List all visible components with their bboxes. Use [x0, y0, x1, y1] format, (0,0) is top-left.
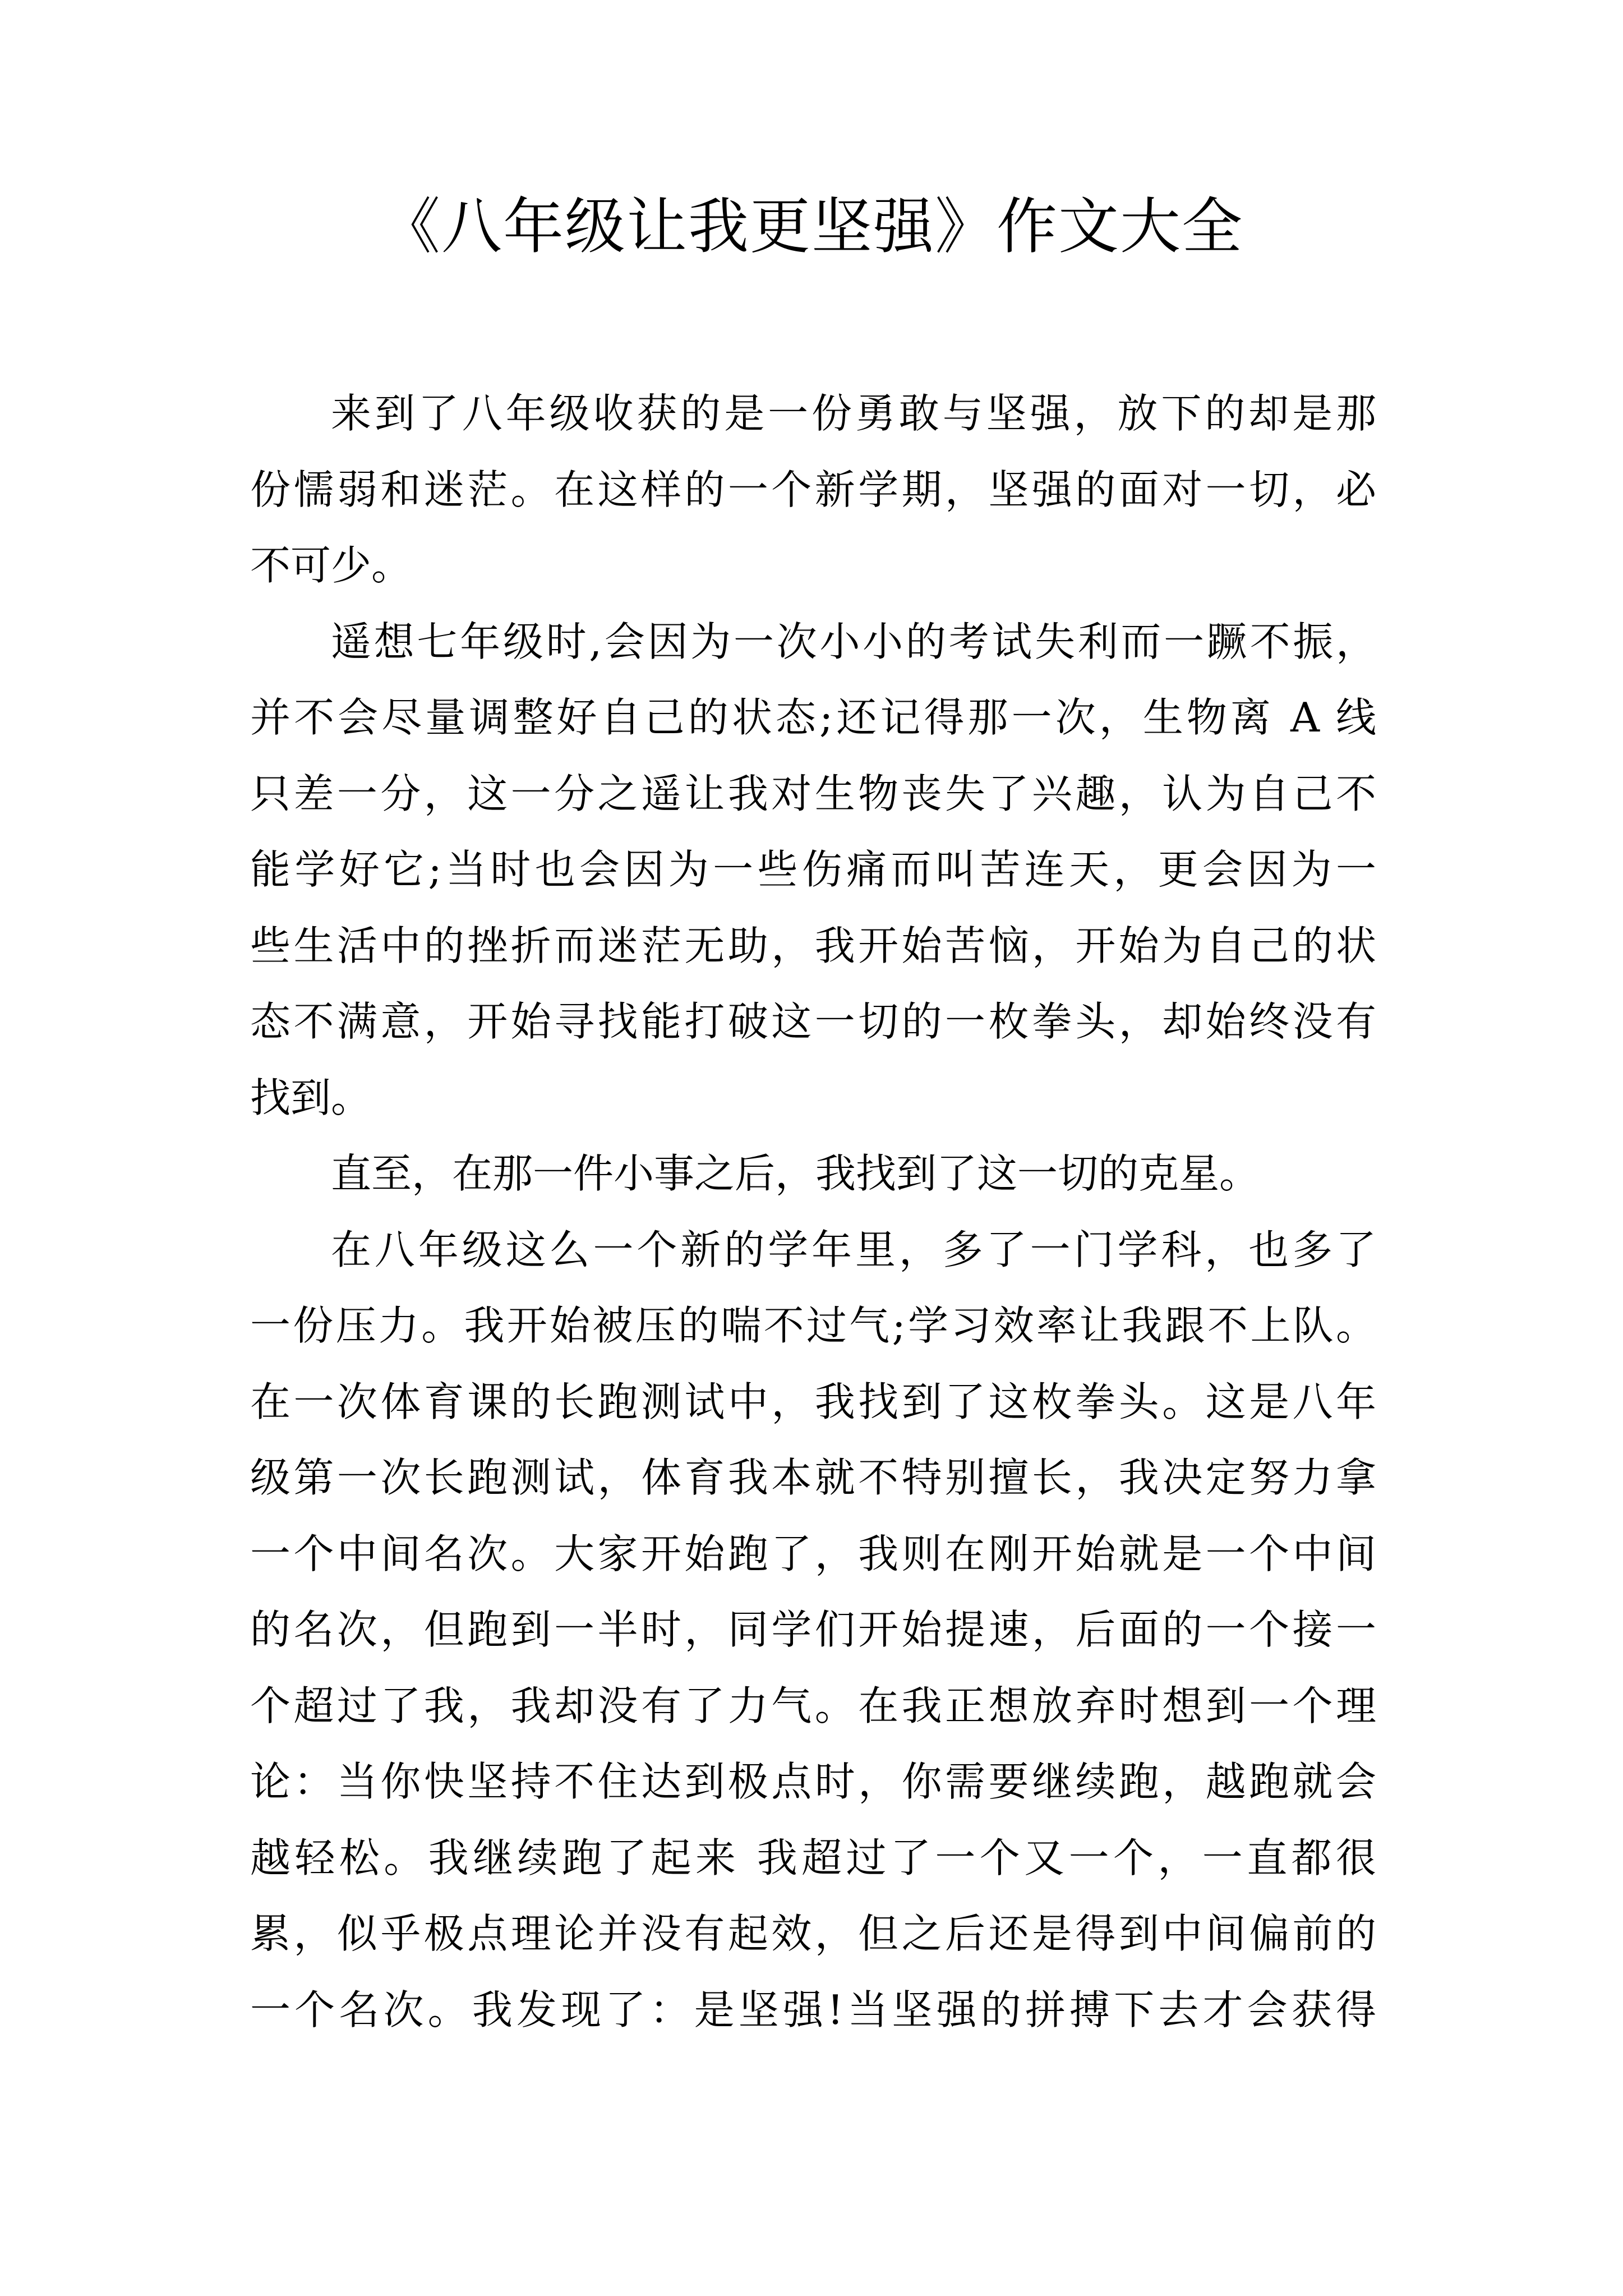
text-line: 直至，在那一件小事之后，我找到了这一切的克星。 [331, 1150, 1260, 1197]
text-line: 级第一次长跑测试，体育我本就不特别擅长，我决定努力拿 [250, 1454, 1376, 1501]
text-line: 的名次，但跑到一半时，同学们开始提速，后面的一个接一 [250, 1606, 1376, 1653]
document-title: 《八年级让我更坚强》作文大全 [379, 192, 1243, 262]
paragraph-4 [250, 1212, 1376, 2049]
text-line: 来到了八年级收获的是一份勇敢与坚强，放下的却是那 [331, 390, 1376, 437]
document-body [250, 376, 1376, 2048]
text-line: 在一次体育课的长跑测试中，我找到了这枚拳头。这是八年 [250, 1378, 1376, 1425]
text-line: 一份压力。我开始被压的喘不过气;学习效率让我跟不上队。 [250, 1302, 1376, 1349]
text-line: 找到。 [250, 1074, 372, 1121]
text-line: 并不会尽量调整好自己的状态;还记得那一次，生物离 A 线 [250, 694, 1376, 741]
text-line: 能学好它;当时也会因为一些伤痛而叫苦连天，更会因为一 [250, 846, 1376, 893]
text-line: 累，似乎极点理论并没有起效，但之后还是得到中间偏前的 [250, 1910, 1376, 1957]
text-line: 个超过了我，我却没有了力气。在我正想放弃时想到一个理 [250, 1682, 1376, 1729]
paragraph-1 [250, 376, 1376, 604]
text-line: 只差一分，这一分之遥让我对生物丧失了兴趣，认为自己不 [250, 770, 1376, 817]
paragraph-2 [250, 604, 1376, 1137]
text-line: 态不满意，开始寻找能打破这一切的一枚拳头，却始终没有 [250, 998, 1376, 1045]
text-line: 越轻松。我继续跑了起来 我超过了一个又一个，一直都很 [250, 1834, 1376, 1881]
text-line: 一个中间名次。大家开始跑了，我则在刚开始就是一个中间 [250, 1530, 1376, 1577]
paragraph-3 [250, 1136, 1376, 1212]
text-line: 一个名次。我发现了：是坚强!当坚强的拼搏下去才会获得 [250, 1986, 1376, 2033]
text-line: 遥想七年级时,会因为一次小小的考试失利而一蹶不振， [331, 618, 1376, 665]
text-line: 些生活中的挫折而迷茫无助，我开始苦恼，开始为自己的状 [250, 922, 1376, 969]
text-line: 份懦弱和迷茫。在这样的一个新学期，坚强的面对一切，必 [250, 466, 1376, 513]
text-line: 不可少。 [250, 542, 412, 589]
text-line: 论：当你快坚持不住达到极点时，你需要继续跑，越跑就会 [250, 1758, 1376, 1805]
text-line: 在八年级这么一个新的学年里，多了一门学科，也多了 [331, 1226, 1376, 1273]
